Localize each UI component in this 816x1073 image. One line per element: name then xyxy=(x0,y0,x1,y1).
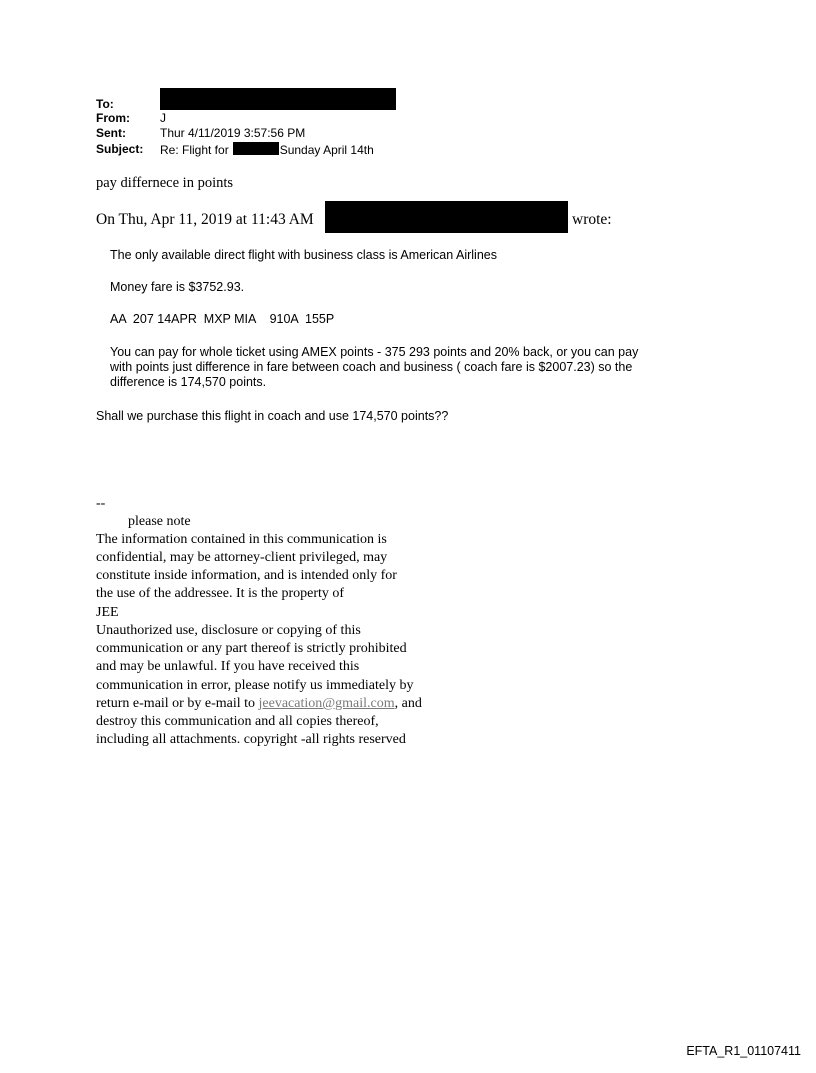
quoted-para-line-2: with points just difference in fare between coach and business ( coach fare is $2007.23) so the xyxy=(110,360,633,374)
signature-note: please note xyxy=(128,514,191,529)
redaction-sender xyxy=(325,201,568,233)
email-suffix: , and xyxy=(394,696,422,711)
reply-text: pay differnece in points xyxy=(96,175,234,191)
from-label: From: xyxy=(96,111,130,125)
to-label: To: xyxy=(96,97,114,111)
disclaimer-line: JEE xyxy=(96,605,119,620)
subject-label: Subject: xyxy=(96,142,144,156)
quoted-line-2: Money fare is $3752.93. xyxy=(110,280,245,294)
disclaimer-line: communication or any part thereof is strictly prohibited xyxy=(96,641,407,656)
disclaimer-line: destroy this communication and all copies thereof, xyxy=(96,714,379,729)
email-link[interactable]: jeevacation@gmail.com xyxy=(258,696,395,711)
disclaimer-line: constitute inside information, and is intended only for xyxy=(96,568,397,583)
signature-dashes: -- xyxy=(96,496,106,511)
redaction-to xyxy=(160,88,396,110)
quoted-line-1: The only available direct flight with business class is American Airlines xyxy=(110,248,497,262)
quote-intro xyxy=(96,210,314,230)
disclaimer-line: Unauthorized use, disclosure or copying of this xyxy=(96,623,361,638)
quote-intro-prefix: On Thu, Apr 11, 2019 at 11:43 AM xyxy=(96,211,314,228)
quoted-para-line-3: difference is 174,570 points. xyxy=(110,375,267,389)
email-prefix: return e-mail or by e-mail to xyxy=(96,696,259,711)
disclaimer-line: communication in error, please notify us immediately by xyxy=(96,678,414,693)
disclaimer-line: The information contained in this communication is xyxy=(96,532,387,547)
disclaimer-line: including all attachments. copyright -all rights reserved xyxy=(96,732,406,747)
redaction-subject xyxy=(233,142,279,155)
quoted-question: Shall we purchase this flight in coach and use 174,570 points?? xyxy=(96,409,449,423)
subject-suffix: Sunday April 14th xyxy=(279,143,374,157)
sent-value: Thur 4/11/2019 3:57:56 PM xyxy=(160,126,306,140)
quoted-flight-line: AA 207 14APR MXP MIA 910A 155P xyxy=(110,312,335,326)
quote-intro-suffix: wrote: xyxy=(572,211,612,228)
sent-label: Sent: xyxy=(96,126,126,140)
disclaimer-line: confidential, may be attorney-client privileged, may xyxy=(96,550,388,565)
disclaimer-line: the use of the addressee. It is the property of xyxy=(96,586,345,601)
quoted-para-line-1: You can pay for whole ticket using AMEX points - 375 293 points and 20% back, or you can pay xyxy=(110,345,639,359)
from-value: J xyxy=(160,111,166,125)
subject-value xyxy=(160,142,374,157)
disclaimer-line: and may be unlawful. If you have received this xyxy=(96,659,360,674)
subject-prefix: Re: Flight for xyxy=(160,143,229,157)
disclaimer-email-line xyxy=(96,695,422,713)
document-id: EFTA_R1_01107411 xyxy=(686,1044,801,1058)
